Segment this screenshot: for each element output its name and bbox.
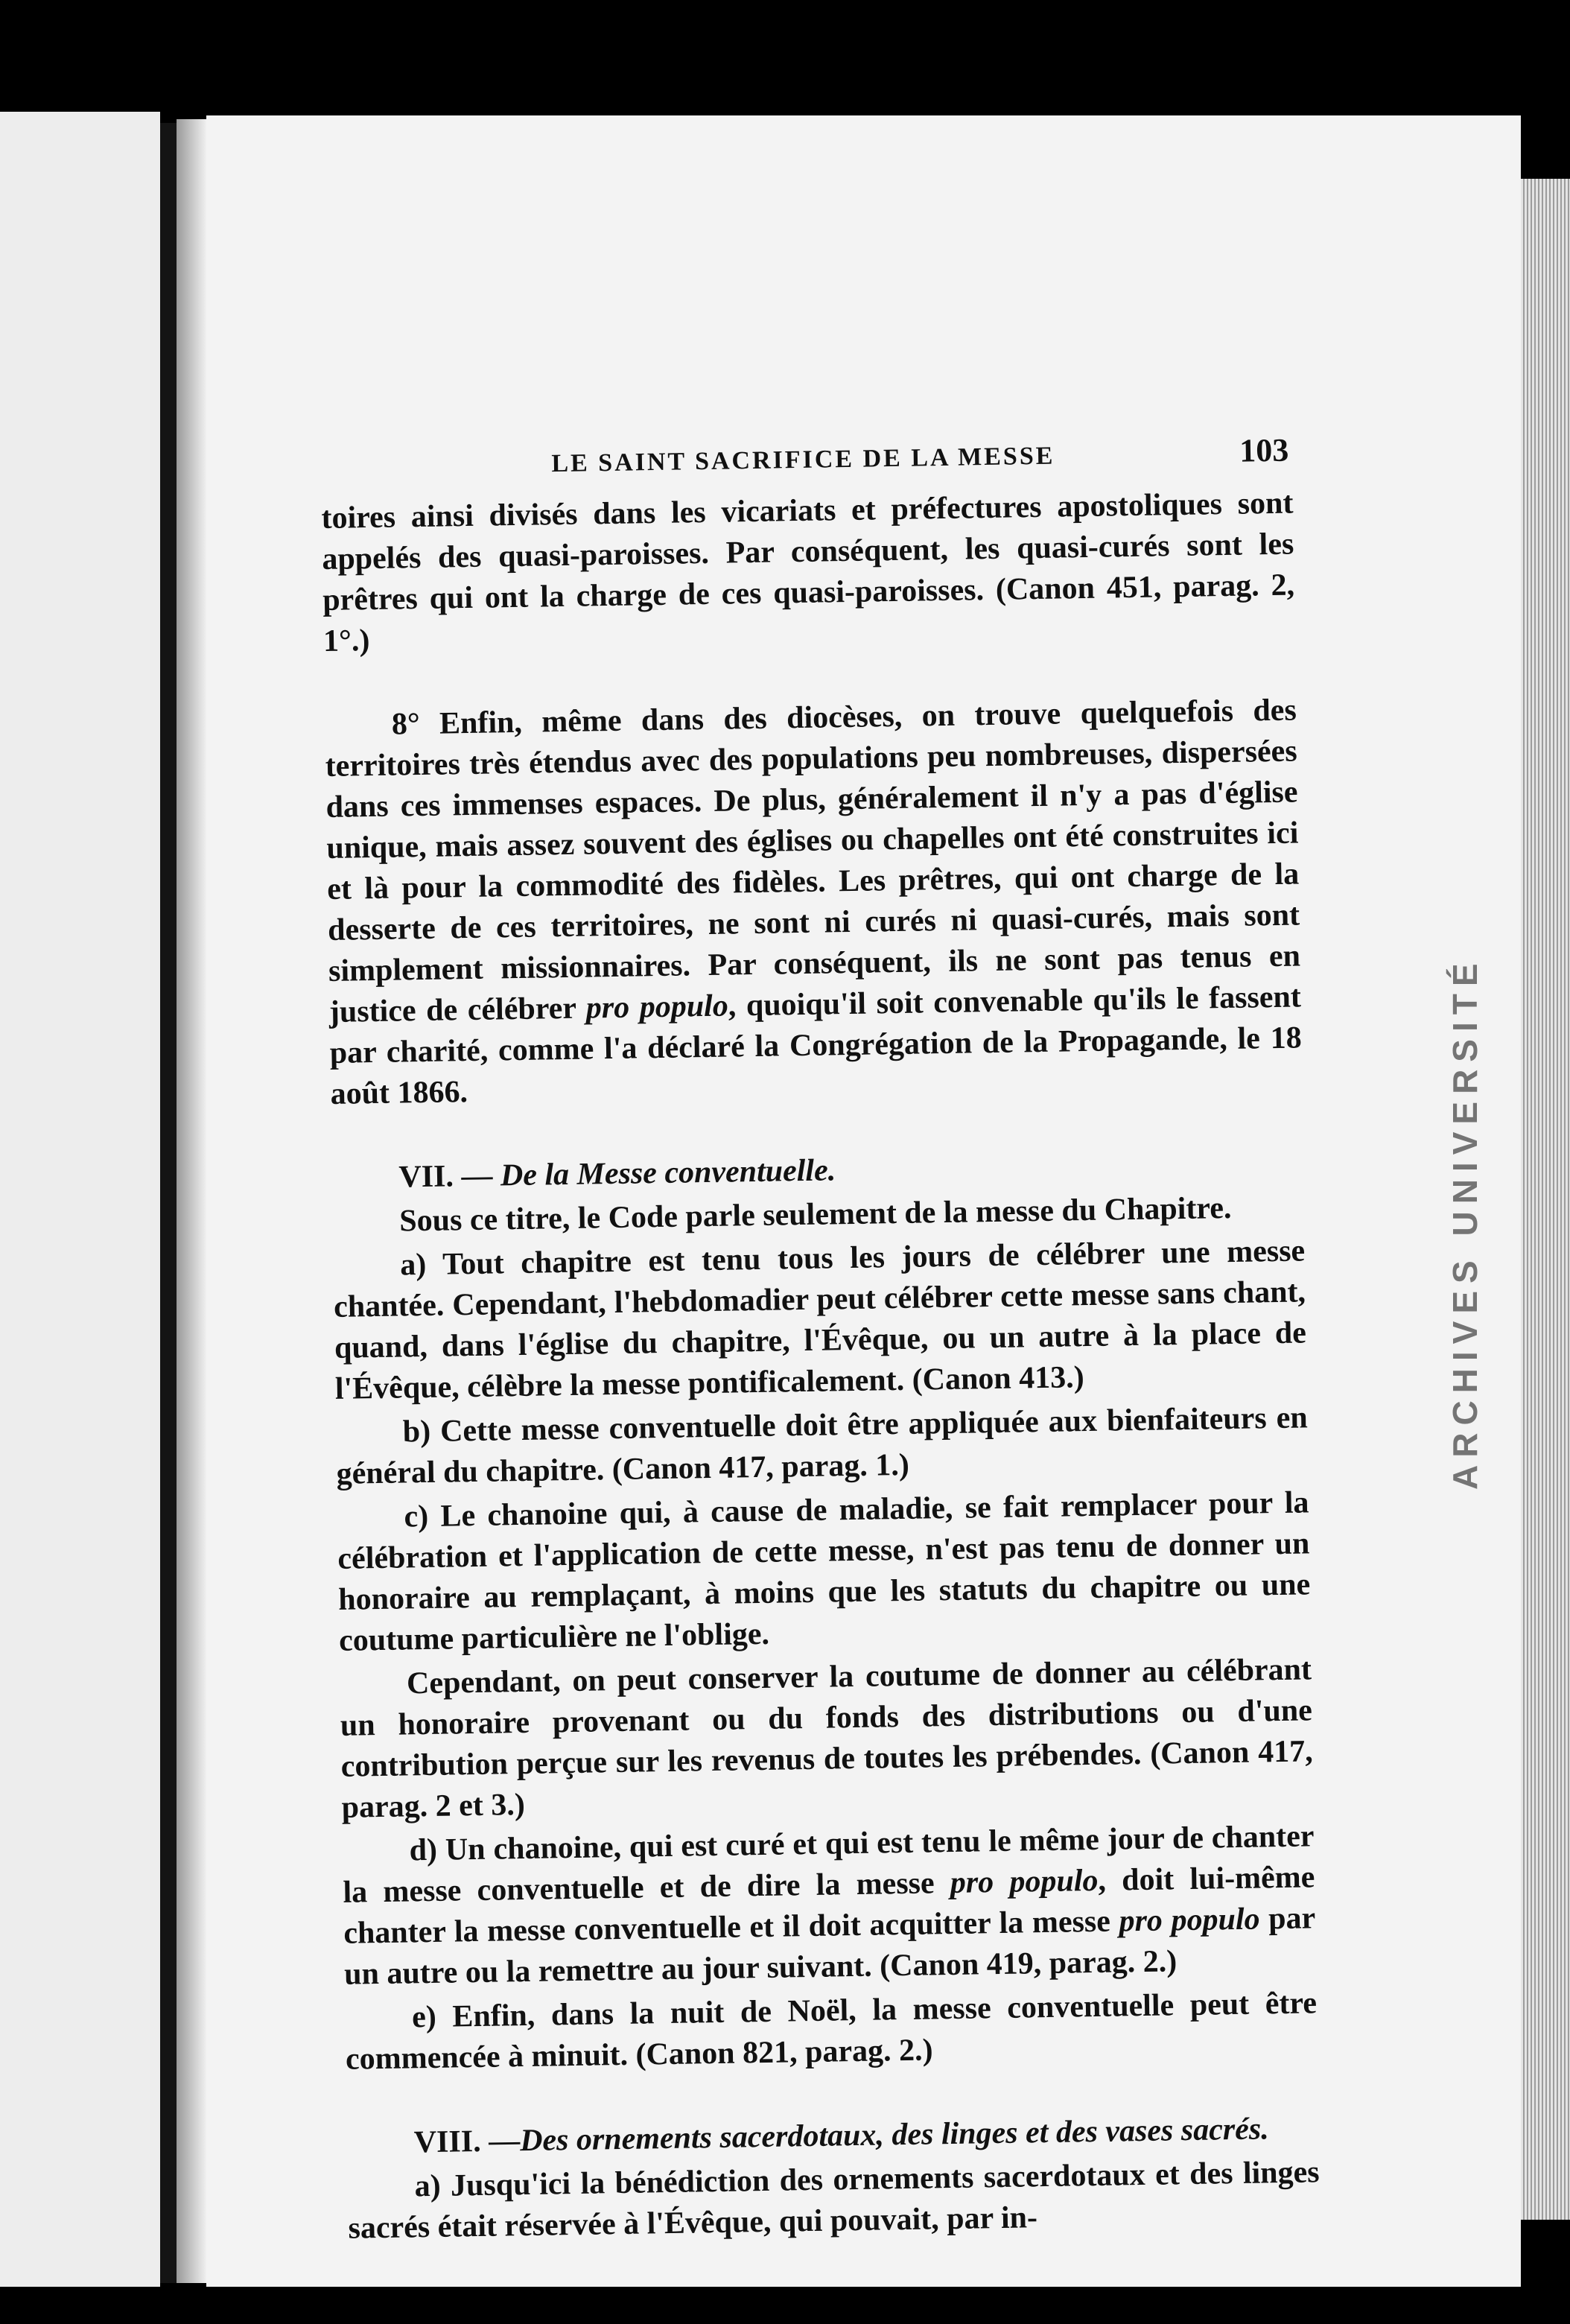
- italic-term: pro populo: [950, 1863, 1099, 1901]
- paragraph-text: 8° Enfin, même dans des diocèses, on trouve quelquefois des territoires très étendus avec des populations peu nombreuses, dispersées dans ces immenses espaces. De plus, généralement il n'y a pas d'église unique, mais assez souvent des églises ou chapelles ont été construites ici et là pour la commodité des fidèles. Les prêtres, qui ont charge de la desserte de ces territoires, ne sont ni curés ni quasi-curés, mais sont simplement missionnaires. Par conséquent, ils ne sont pas tenus en justice de célébrer: [325, 693, 1301, 1029]
- paragraph-text: , doit lui-même chanter la messe conventuelle et il doit acquitter la messe: [343, 1860, 1315, 1951]
- page-edges: [1521, 179, 1570, 2220]
- paragraph: b) Cette messe conventuelle doit être appliquée aux bienfaiteurs en général du chapitre. (Canon 417, parag. 1.): [336, 1400, 1309, 1491]
- section-number: VII. —: [398, 1158, 501, 1195]
- running-title: LE SAINT SACRIFICE DE LA MESSE: [551, 442, 1055, 478]
- italic-term: pro populo: [585, 988, 729, 1026]
- paragraph: a) Tout chapitre est tenu tous les jours de célébrer une messe chantée. Cependant, l'hebdomadier peut célébrer cette messe sans chant, quand, dans l'église du chapitre, l'Évêque, ou un autre à la place de l'Évêque, célèbre la messe pontificalement. (Canon 413.): [333, 1234, 1307, 1406]
- paragraph: Cependant, on peut conserver la coutume de donner au célébrant un honoraire provenant ou du fonds des distributions ou d'une contribution perçue sur les revenus de toutes les prébendes. (Canon 417, parag. 2 et 3.): [340, 1652, 1314, 1825]
- paragraph: e) Enfin, dans la nuit de Noël, la messe conventuelle peut être commencée à minuit. (Canon 821, parag. 2.): [345, 1986, 1318, 2077]
- paragraph: [324, 690, 1302, 1115]
- paragraph: toires ainsi divisés dans les vicariats et préfectures apostoliques sont appelés des quasi-paroisses. Par conséquent, les quasi-curés sont les prêtres qui ont la charge de ces quasi-paroisses. (Canon 451, parag. 2, 1°.): [321, 486, 1295, 659]
- left-page-edge: [0, 112, 160, 2287]
- section-title: De la Messe conventuelle.: [500, 1153, 836, 1193]
- paragraph: c) Le chanoine qui, à cause de maladie, se fait remplacer pour la célébration et l'application de cette messe, n'est pas tenu de donner un honoraire au remplaçant, à moins que les statuts du chapitre ou une coutume particulière ne l'oblige.: [337, 1485, 1311, 1658]
- book-binding: [160, 123, 177, 2283]
- gutter-shadow: [177, 119, 206, 2283]
- text-block: [276, 431, 1320, 2250]
- page-number: 103: [1239, 431, 1289, 469]
- body-text: [321, 483, 1320, 2250]
- paragraph: a) Jusqu'ici la bénédiction des ornements sacerdotaux et des linges sacrés était réservée à l'Évêque, qui pouvait, par in-: [348, 2155, 1320, 2246]
- section-number: VIII. —: [413, 2124, 521, 2160]
- edge-stamp-text: ARCHIVES UNIVERSITÉ: [1446, 956, 1484, 1490]
- paragraph-text: , quoiqu'il soit convenable qu'ils le fassent par charité, comme l'a déclaré la Congrégation de la Propagande, le 18 août 1866.: [329, 980, 1302, 1111]
- paragraph-text: d) Un chanoine, qui est curé et qui est tenu le même jour de chanter la messe conventuelle et de dire la messe: [343, 1819, 1315, 1910]
- italic-term: pro populo: [1119, 1902, 1260, 1939]
- paragraph: Sous ce titre, le Code parle seulement de la messe du Chapitre.: [398, 1190, 1232, 1239]
- paragraph-text: par un autre ou la remettre au jour suivant. (Canon 419, parag. 2.): [343, 1901, 1316, 1992]
- paragraph: [342, 1816, 1316, 1995]
- section-title: Des ornements sacerdotaux, des linges et des vases sacrés.: [519, 2112, 1269, 2159]
